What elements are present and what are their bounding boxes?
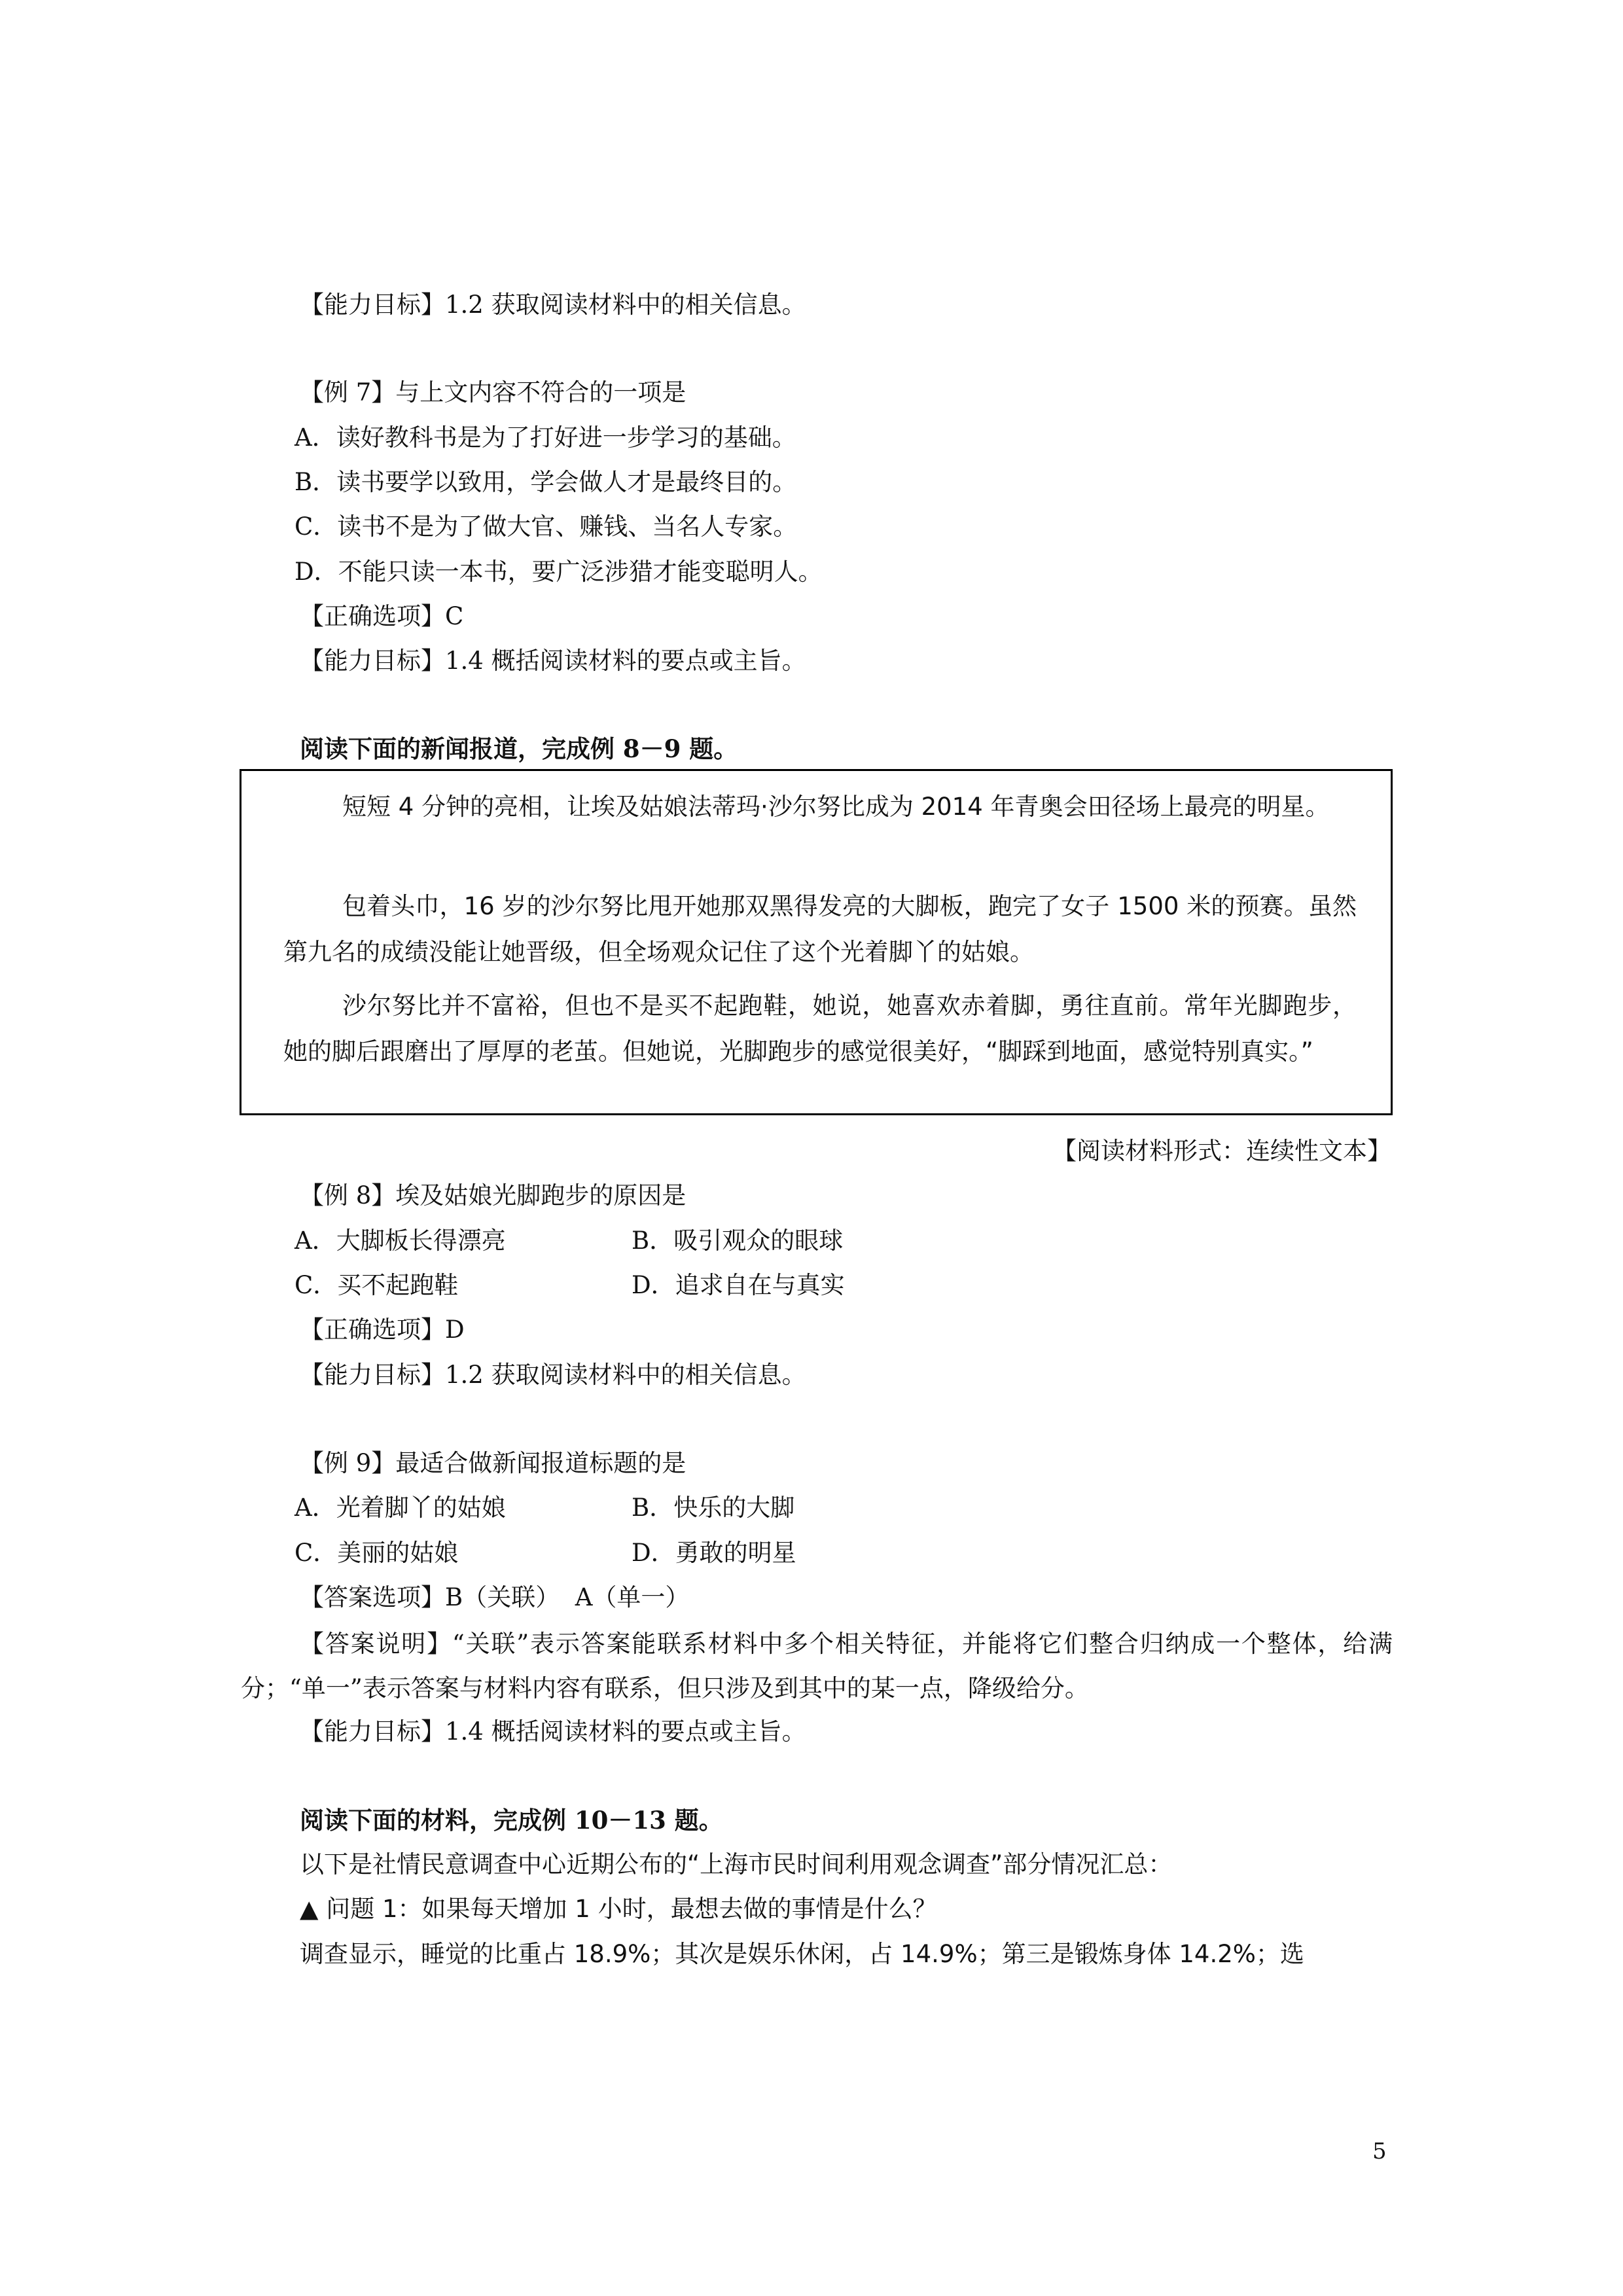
ex9-question: 【例 9】最适合做新闻报道标题的是 bbox=[300, 1449, 687, 1477]
ex6-ability: 【能力目标】1.2 获取阅读材料中的相关信息。 bbox=[300, 291, 806, 319]
survey-result-1: 调查显示，睡觉的比重占 18.9%；其次是娱乐休闲，占 14.9%；第三是锻炼身体 14.2%；选 bbox=[300, 1940, 1304, 1968]
survey-instruction: 阅读下面的材料，完成例 10－13 题。 bbox=[300, 1806, 723, 1835]
ex7-option-a: A．读好教科书是为了打好进一步学习的基础。 bbox=[294, 423, 796, 452]
ex7-question: 【例 7】与上文内容不符合的一项是 bbox=[300, 378, 687, 406]
ex8-option-a: A．大脚板长得漂亮 bbox=[294, 1227, 506, 1255]
survey-question-1: ▲ 问题 1：如果每天增加 1 小时，最想去做的事情是什么？ bbox=[300, 1895, 937, 1923]
ex8-option-b: B．吸引观众的眼球 bbox=[632, 1227, 844, 1255]
ex9-explanation: 【答案说明】“关联”表示答案能联系材料中多个相关特征，并能将它们整合归纳成一个整体，给满分；“单一”表示答案与材料内容有联系，但只涉及到其中的某一点，降级给分。 bbox=[241, 1630, 1393, 1702]
ex7-option-c: C．读书不是为了做大官、赚钱、当名人专家。 bbox=[294, 512, 798, 541]
news-instruction: 阅读下面的新闻报道，完成例 8－9 题。 bbox=[300, 734, 738, 763]
news-paragraph: 沙尔努比并不富裕，但也不是买不起跑鞋，她说，她喜欢赤着脚，勇往直前。常年光脚跑步，她的脚后跟磨出了厚厚的老茧。但她说，光脚跑步的感觉很美好，“脚踩到地面，感觉特别真实。” bbox=[283, 992, 1357, 1066]
ex7-ability: 【能力目标】1.4 概括阅读材料的要点或主旨。 bbox=[300, 647, 806, 675]
ex9-option-b: B．快乐的大脚 bbox=[632, 1494, 795, 1522]
ex8-ability: 【能力目标】1.2 获取阅读材料中的相关信息。 bbox=[300, 1361, 806, 1389]
survey-intro: 以下是社情民意调查中心近期公布的“上海市民时间利用观念调查”部分情况汇总： bbox=[300, 1850, 1173, 1878]
ex7-option-d: D．不能只读一本书，要广泛涉猎才能变聪明人。 bbox=[294, 558, 823, 586]
ex8-option-d: D．追求自在与真实 bbox=[632, 1271, 845, 1299]
ex8-question: 【例 8】埃及姑娘光脚跑步的原因是 bbox=[300, 1181, 687, 1210]
material-form-label: 【阅读材料形式：连续性文本】 bbox=[1052, 1137, 1391, 1165]
ex8-answer: 【正确选项】D bbox=[300, 1316, 465, 1344]
ex9-option-c: C．美丽的姑娘 bbox=[294, 1539, 459, 1567]
ex8-option-c: C．买不起跑鞋 bbox=[294, 1271, 459, 1299]
ex9-option-a: A．光着脚丫的姑娘 bbox=[294, 1494, 506, 1522]
ex9-option-d: D．勇敢的明星 bbox=[632, 1539, 796, 1567]
page-number: 5 bbox=[1372, 2138, 1387, 2164]
news-paragraph: 短短 4 分钟的亮相，让埃及姑娘法蒂玛·沙尔努比成为 2014 年青奥会田径场上最亮的明星。 bbox=[342, 793, 1330, 821]
news-paragraph: 包着头巾，16 岁的沙尔努比甩开她那双黑得发亮的大脚板，跑完了女子 1500 米的预赛。虽然第九名的成绩没能让她晋级，但全场观众记住了这个光着脚丫的姑娘。 bbox=[283, 892, 1357, 966]
ex9-ability: 【能力目标】1.4 概括阅读材料的要点或主旨。 bbox=[300, 1717, 806, 1746]
news-material-box bbox=[240, 769, 1393, 1115]
ex7-option-b: B．读书要学以致用，学会做人才是最终目的。 bbox=[294, 468, 797, 496]
ex7-answer: 【正确选项】C bbox=[300, 602, 464, 630]
ex9-answer: 【答案选项】B（关联） A（单一） bbox=[300, 1583, 690, 1611]
